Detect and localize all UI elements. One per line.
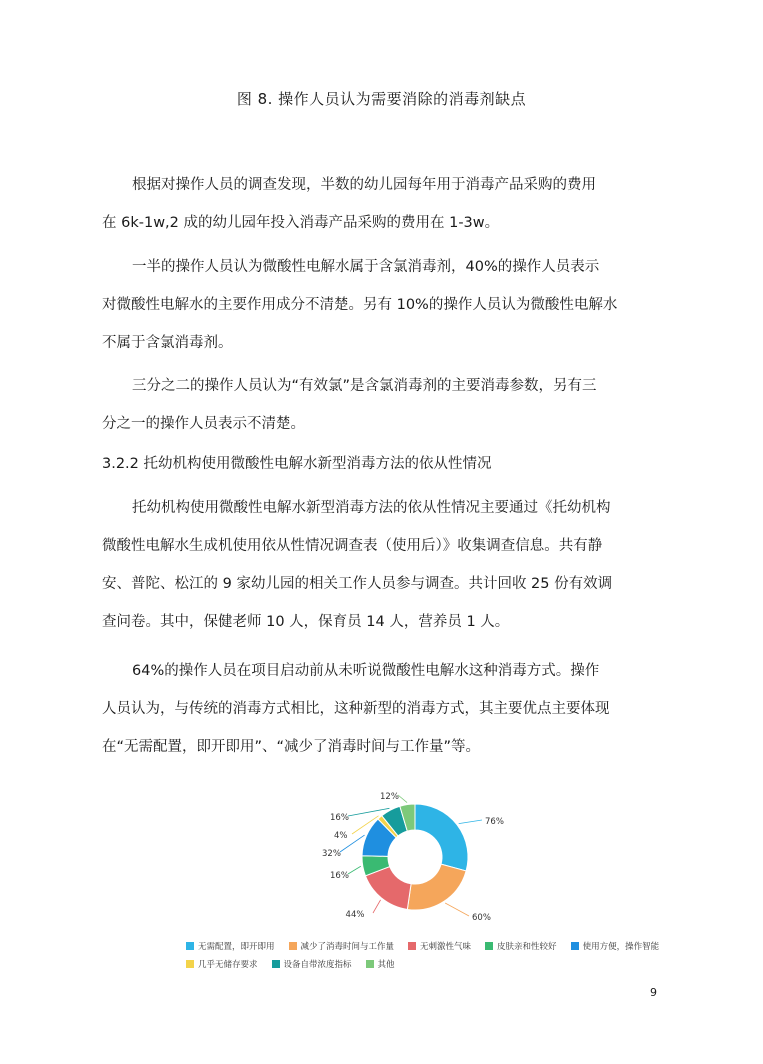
slice-data-label: 16% (330, 871, 349, 881)
legend-item (186, 940, 275, 952)
paragraph-line: 对微酸性电解水的主要作用成分不清楚。另有 10%的操作人员认为微酸性电解水 (102, 297, 618, 313)
slice-data-label: 60% (472, 913, 491, 923)
slice-data-label: 4% (334, 831, 348, 841)
paragraph-line: 人员认为，与传统的消毒方式相比，这种新型的消毒方式，其主要优点主要体现 (102, 701, 610, 717)
paragraph-line: 微酸性电解水生成机使用依从性情况调查表（使用后）》收集调查信息。共有静 (102, 538, 603, 554)
legend-label: 减少了消毒时间与工作量 (300, 942, 395, 952)
slice-data-label: 32% (322, 849, 341, 859)
paragraph-line: 在 6k-1w,2 成的幼儿园年投入消毒产品采购的费用在 1-3w。 (102, 215, 500, 231)
paragraph-line: 查问卷。其中，保健老师 10 人，保育员 14 人，营养员 1 人。 (102, 614, 510, 630)
paragraph-line: 根据对操作人员的调查发现，半数的幼儿园每年用于消毒产品采购的费用 (132, 177, 596, 193)
legend-item (272, 958, 352, 970)
legend-swatch (186, 960, 194, 968)
legend-row (186, 958, 676, 970)
legend-item (571, 940, 660, 952)
legend-swatch (272, 960, 280, 968)
paragraph-line: 在“无需配置，即开即用”、“减少了消毒时间与工作量”等。 (102, 739, 481, 755)
legend-row (186, 940, 676, 952)
donut-slice (415, 804, 468, 871)
paragraph-line: 一半的操作人员认为微酸性电解水属于含氯消毒剂，40%的操作人员表示 (132, 259, 600, 275)
leader-line (398, 795, 407, 803)
legend-item (289, 940, 395, 952)
section-heading: 3.2.2 托幼机构使用微酸性电解水新型消毒方法的依从性情况 (102, 456, 492, 472)
figure-caption: 图 8. 操作人员认为需要消除的消毒剂缺点 (236, 90, 527, 108)
legend-item (366, 958, 395, 970)
paragraph-line: 不属于含氯消毒剂。 (102, 335, 233, 351)
slice-data-label: 16% (330, 813, 349, 823)
slice-data-label: 76% (485, 817, 504, 827)
chart-legend (186, 940, 676, 976)
legend-label: 几乎无储存要求 (198, 960, 258, 970)
leader-line (445, 903, 469, 916)
legend-swatch (571, 942, 579, 950)
legend-item (186, 958, 258, 970)
legend-item (408, 940, 471, 952)
slice-data-label: 44% (345, 910, 365, 920)
legend-label: 皮肤亲和性较好 (497, 942, 557, 952)
leader-line (373, 900, 381, 913)
leader-line (348, 866, 361, 874)
leader-line (459, 820, 482, 824)
legend-label: 其他 (377, 960, 395, 970)
legend-label: 无需配置，即开即用 (198, 942, 275, 952)
legend-swatch (289, 942, 297, 950)
donut-slice (407, 864, 466, 910)
paragraph-line: 托幼机构使用微酸性电解水新型消毒方法的依从性情况主要通过《托幼机构 (132, 500, 611, 516)
legend-label: 无刺激性气味 (420, 942, 472, 952)
paragraph-line: 分之一的操作人员表示不清楚。 (102, 416, 305, 432)
legend-swatch (186, 942, 194, 950)
paragraph-3 (102, 367, 664, 443)
legend-label: 设备自带浓度指标 (283, 960, 352, 970)
legend-item (485, 940, 557, 952)
paragraph-4 (102, 489, 664, 641)
legend-label: 使用方便，操作智能 (582, 942, 660, 952)
paragraph-line: 三分之二的操作人员认为“有效氯”是含氯消毒剂的主要消毒参数，另有三 (132, 378, 597, 394)
paragraph-5 (102, 652, 664, 766)
paragraph-line: 64%的操作人员在项目启动前从未听说微酸性电解水这种消毒方式。操作 (132, 663, 600, 679)
page-number: 9 (650, 986, 657, 999)
slice-data-label: 12% (380, 792, 399, 802)
legend-swatch (366, 960, 374, 968)
paragraph-1 (102, 166, 664, 242)
legend-swatch (485, 942, 493, 950)
paragraph-line: 安、普陀、松江的 9 家幼儿园的相关工作人员参与调查。共计回收 25 份有效调 (102, 576, 613, 592)
paragraph-2 (102, 248, 664, 362)
legend-swatch (408, 942, 416, 950)
